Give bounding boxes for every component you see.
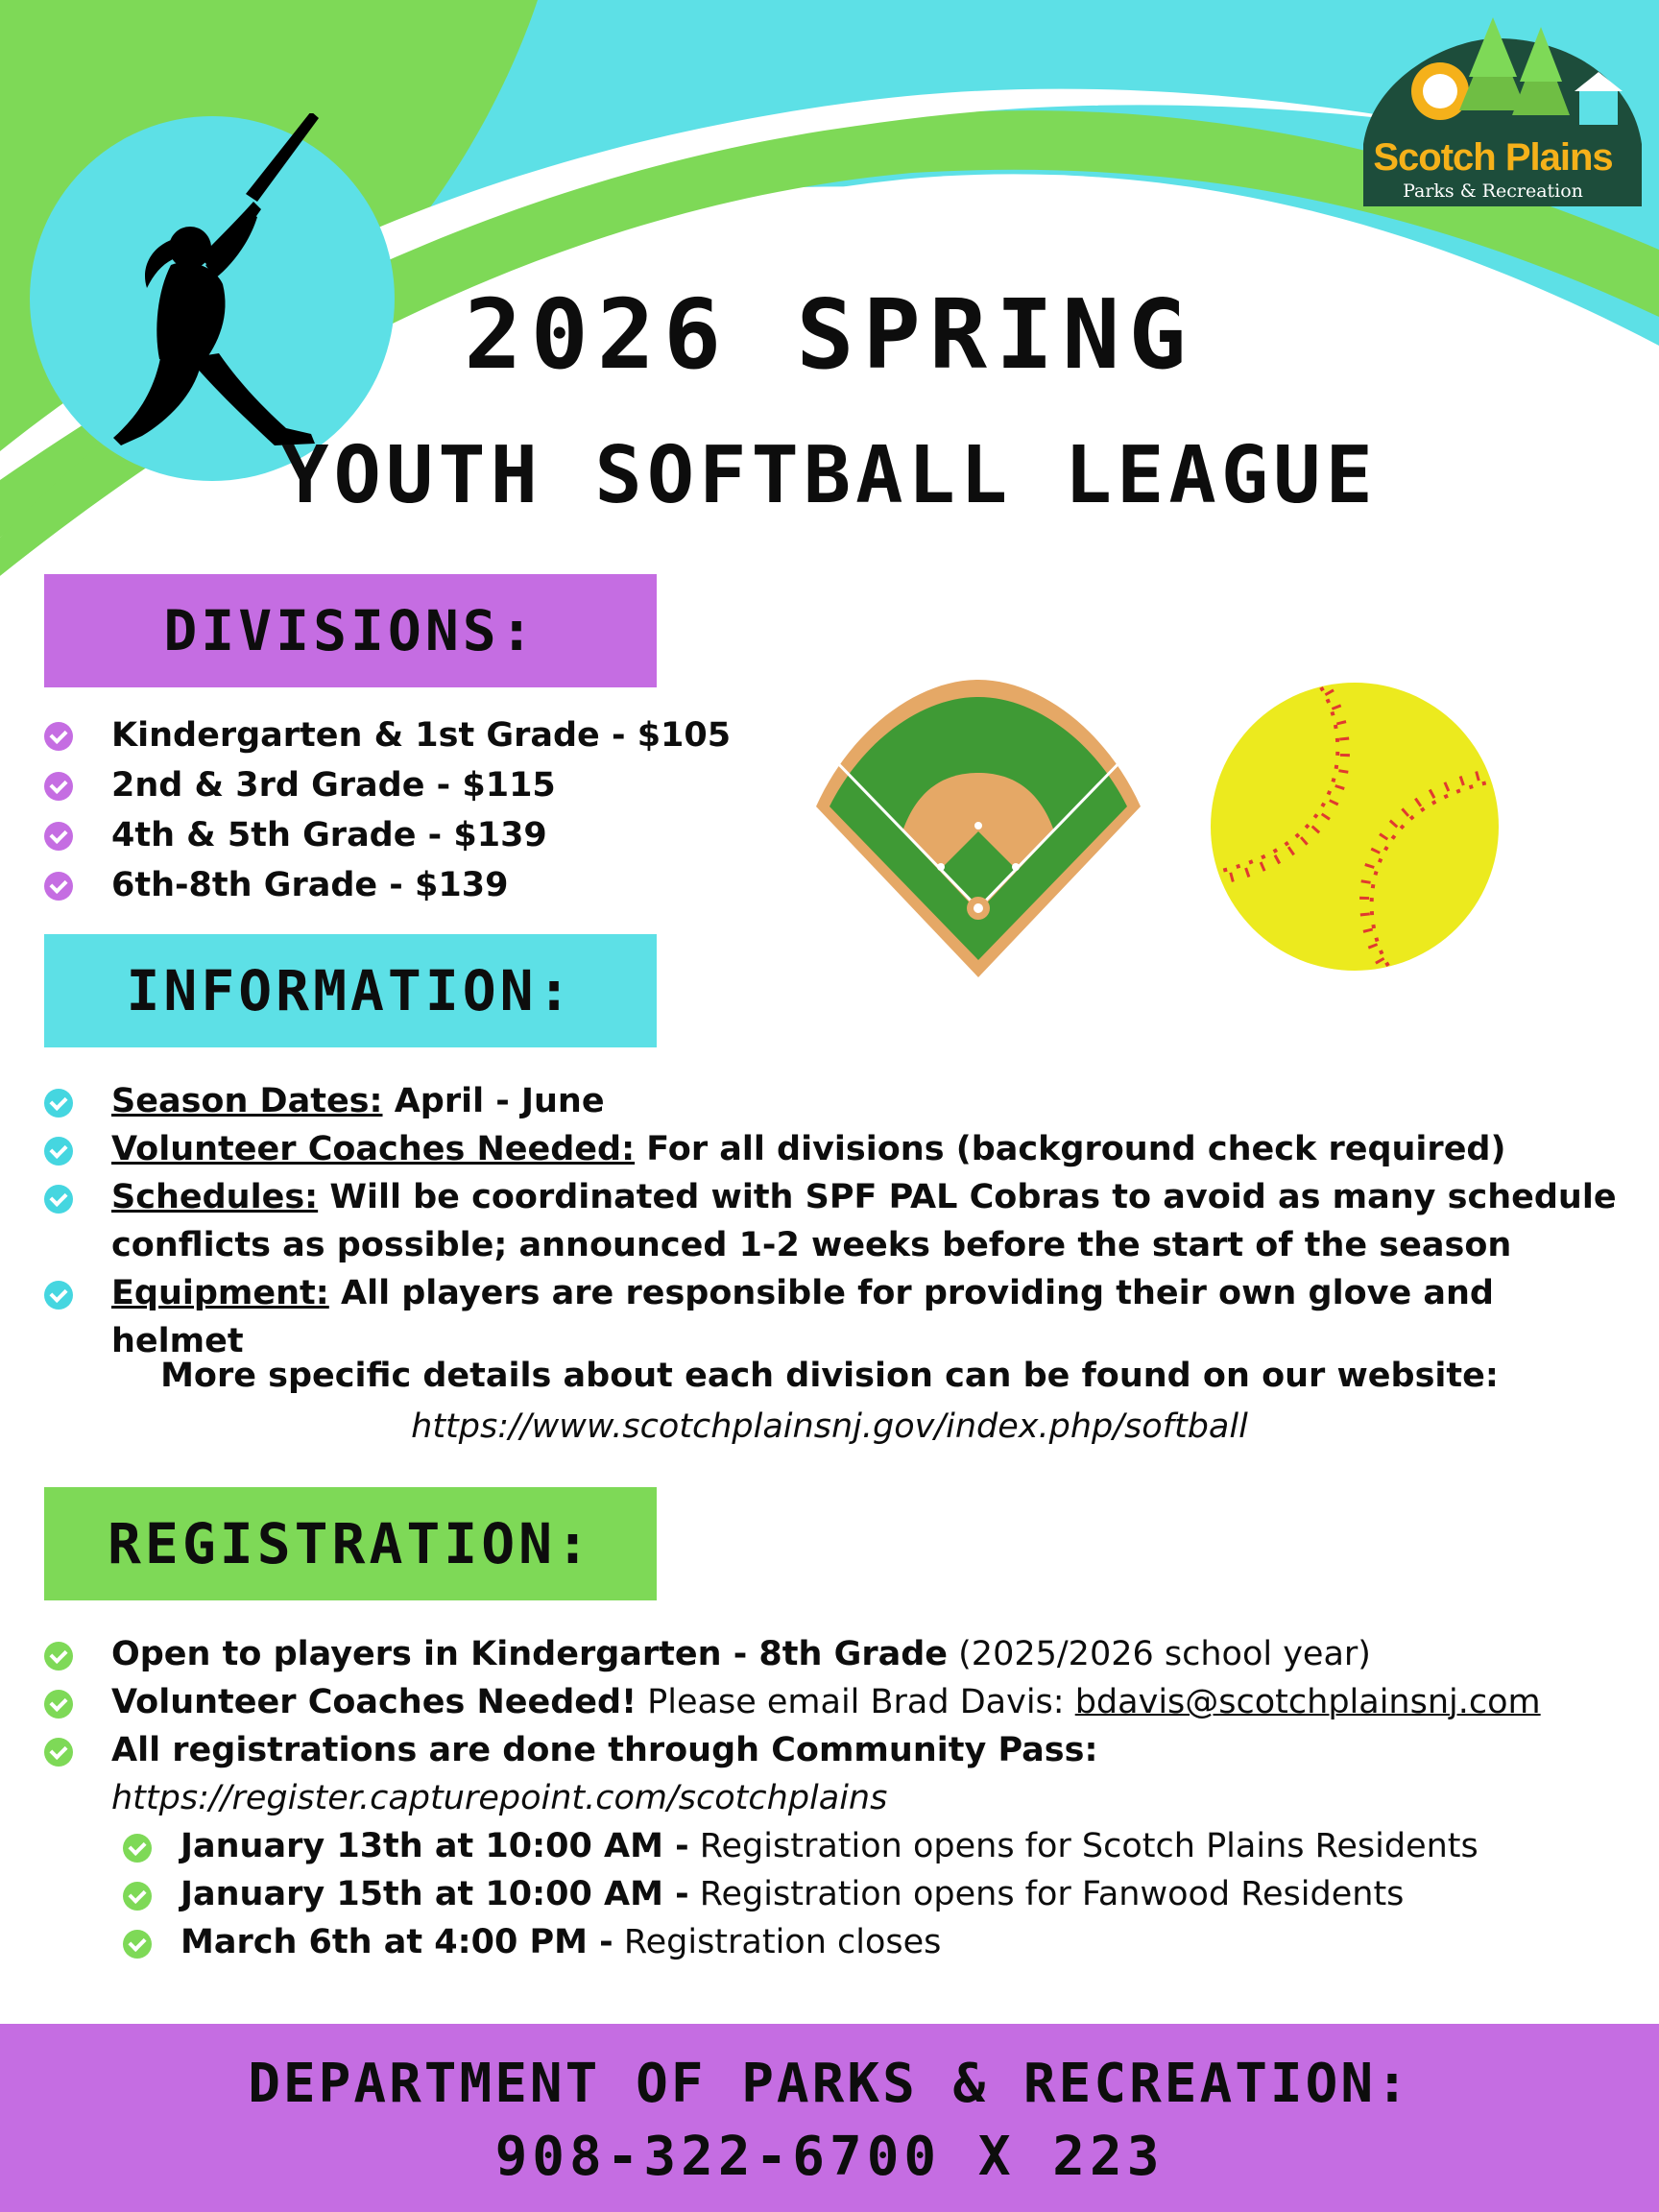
page-subtitle: YOUTH SOFTBALL LEAGUE [281, 430, 1378, 521]
scotch-plains-logo [1344, 0, 1659, 221]
footer-contact-bar [0, 2024, 1659, 2212]
more-details-text: More specific details about each division can be found on our website: [160, 1357, 1499, 1395]
division-item: 2nd & 3rd Grade - $115 [44, 760, 731, 810]
registration-date-item: March 6th at 4:00 PM - Registration closes [44, 1918, 1628, 1966]
info-label: Season Dates: [111, 1082, 383, 1120]
info-item: Equipment: All players are responsible for providing their own glove and helmet [44, 1269, 1619, 1365]
check-circle-icon [44, 872, 73, 901]
check-circle-icon [44, 772, 73, 801]
community-pass-link[interactable]: https://register.capturepoint.com/scotchplains [111, 1779, 888, 1817]
registration-item: All registrations are done through Community Pass: [44, 1726, 1628, 1774]
check-circle-icon [44, 1690, 73, 1719]
footer-phone: 908-322-6700 X 223 [494, 2126, 1165, 2188]
check-circle-icon [123, 1930, 152, 1959]
information-list [44, 1077, 1619, 1365]
email-link[interactable]: bdavis@scotchplainsnj.com [1074, 1683, 1541, 1721]
information-banner [44, 934, 657, 1047]
division-item: 6th-8th Grade - $139 [44, 860, 731, 910]
information-heading: INFORMATION: [126, 958, 575, 1023]
check-circle-icon [123, 1882, 152, 1911]
registration-banner [44, 1487, 657, 1600]
registration-item: Open to players in Kindergarten - 8th Grade (2025/2026 school year) [44, 1630, 1628, 1678]
info-item: Season Dates: April - June [44, 1077, 1619, 1125]
registration-item: Volunteer Coaches Needed! Please email Brad Davis: bdavis@scotchplainsnj.com [44, 1678, 1628, 1726]
registration-date-item: January 15th at 10:00 AM - Registration opens for Fanwood Residents [44, 1870, 1628, 1918]
logo-name: Scotch Plains [1373, 136, 1613, 179]
registration-heading: REGISTRATION: [108, 1511, 593, 1576]
check-circle-icon [44, 1642, 73, 1671]
page-title: 2026 SPRING [464, 278, 1195, 391]
check-circle-icon [44, 722, 73, 751]
website-link[interactable]: https://www.scotchplainsnj.gov/index.php/softball [411, 1407, 1248, 1446]
check-circle-icon [44, 1137, 73, 1166]
info-label: Schedules: [111, 1178, 319, 1216]
check-circle-icon [44, 1185, 73, 1214]
softball-field-illustration [812, 672, 1144, 979]
registration-date-item: January 13th at 10:00 AM - Registration opens for Scotch Plains Residents [44, 1822, 1628, 1870]
softball-icon [1208, 680, 1502, 974]
division-item: Kindergarten & 1st Grade - $105 [44, 710, 731, 760]
footer-department: DEPARTMENT OF PARKS & RECREATION: [248, 2053, 1411, 2115]
check-circle-icon [44, 822, 73, 851]
division-item: 4th & 5th Grade - $139 [44, 810, 731, 860]
info-label: Volunteer Coaches Needed: [111, 1130, 636, 1168]
check-circle-icon [44, 1281, 73, 1310]
info-item: Schedules: Will be coordinated with SPF PAL Cobras to avoid as many schedule conflicts as possible; announced 1-2 weeks before the start of the season [44, 1173, 1619, 1269]
info-label: Equipment: [111, 1274, 329, 1312]
divisions-heading: DIVISIONS: [163, 598, 538, 663]
registration-list [44, 1630, 1628, 1966]
divisions-banner [44, 574, 657, 687]
divisions-list [44, 710, 731, 910]
info-item: Volunteer Coaches Needed: For all divisions (background check required) [44, 1125, 1619, 1173]
check-circle-icon [44, 1089, 73, 1118]
check-circle-icon [44, 1738, 73, 1767]
logo-subtitle: Parks & Recreation [1403, 180, 1583, 202]
check-circle-icon [123, 1834, 152, 1863]
